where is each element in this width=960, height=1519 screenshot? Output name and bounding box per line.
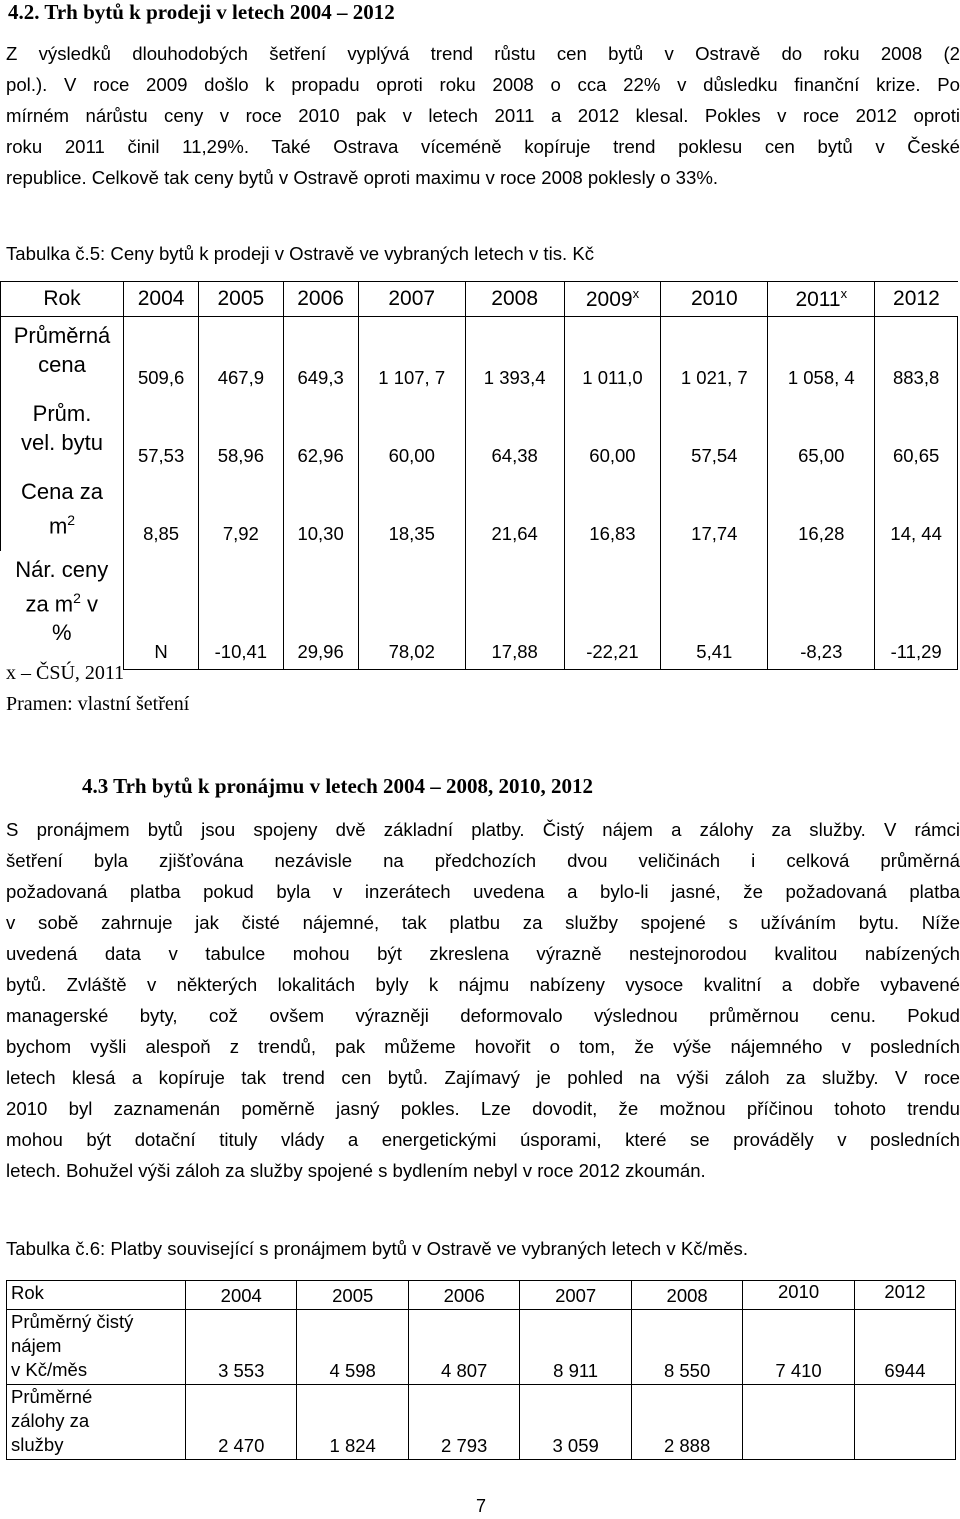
table-cell: 1 021, 7 bbox=[661, 317, 768, 396]
table5-caption: Tabulka č.5: Ceny bytů k prodeji v Ostravě ve vybraných letech v tis. Kč bbox=[6, 243, 595, 264]
paragraph-line: letech klesá a kopíruje tak trend cen bytů. Zajímavý je pohled na výši záloh za služby. V roce bbox=[6, 1067, 960, 1088]
row-label: Nár. ceny za $m^2$ v % bbox=[1, 551, 124, 670]
section-heading-4-3: 4.3 Trh bytů k pronájmu v letech 2004 – 2008, 2010, 2012 bbox=[82, 774, 594, 798]
table-row bbox=[1, 395, 958, 473]
table-cell: 57,54 bbox=[661, 395, 768, 473]
paragraph-line: mírném nárůstu ceny v roce 2010 pak v letech 2011 a 2012 klesal. Pokles v roce 2012 oproti bbox=[6, 105, 960, 126]
table-cell: -10,41 bbox=[199, 551, 283, 670]
year-header: 2008 bbox=[465, 282, 564, 317]
section-heading-4-2: 4.2. Trh bytů k prodeji v letech 2004 – 2012 bbox=[8, 0, 395, 24]
table-cell: 62,96 bbox=[283, 395, 358, 473]
table-cell: 3 059 bbox=[520, 1385, 631, 1460]
row-label: Průměrný čistý nájem v Kč/měs bbox=[7, 1310, 186, 1385]
table-cell: 8 911 bbox=[520, 1310, 631, 1385]
table-row bbox=[7, 1310, 956, 1385]
source-note: Pramen: vlastní šetření bbox=[6, 693, 190, 715]
table-row bbox=[1, 473, 958, 551]
table-row bbox=[7, 1385, 956, 1460]
year-header: 2006 bbox=[283, 282, 358, 317]
year-header: 2005 bbox=[199, 282, 283, 317]
year-header: 2010 bbox=[743, 1281, 854, 1310]
table-row bbox=[1, 551, 958, 670]
paragraph-line: požadovaná platba pokud byla v inzerátech uvedena a bylo-li jasné, že požadovaná platba bbox=[6, 881, 960, 902]
paragraph-line: 2010 byl zaznamenán poměrně jasný pokles. Lze dovodit, že možnou příčinou tohoto trendu bbox=[6, 1098, 960, 1119]
table6-caption: Tabulka č.6: Platby související s pronájmem bytů v Ostravě ve vybraných letech v Kč/měs. bbox=[6, 1238, 748, 1259]
table-cell: 65,00 bbox=[768, 395, 875, 473]
table-cell: -8,23 bbox=[768, 551, 875, 670]
table-cell: 60,00 bbox=[564, 395, 661, 473]
year-header: 2012 bbox=[875, 282, 958, 317]
paragraph-line: bychom vyšli alespoň z trendů, pak můžeme hovořit o tom, že výše nájemného v posledních bbox=[6, 1036, 960, 1057]
table-cell: 17,74 bbox=[661, 473, 768, 551]
paragraph-line: letech. Bohužel výši záloh za služby spojené s bydlením nebyl v roce 2012 zkoumán. bbox=[6, 1160, 706, 1181]
table-cell: 7,92 bbox=[199, 473, 283, 551]
table-cell: 1 824 bbox=[297, 1385, 408, 1460]
year-header: 2007 bbox=[358, 282, 465, 317]
table-cell: 2 888 bbox=[631, 1385, 742, 1460]
year-header: 2011$^x$ bbox=[768, 282, 875, 317]
table-cell: 5,41 bbox=[661, 551, 768, 670]
table-cell: 18,35 bbox=[358, 473, 465, 551]
table-cell: 21,64 bbox=[465, 473, 564, 551]
sale-prices-table bbox=[0, 281, 958, 670]
table-cell: N bbox=[124, 551, 199, 670]
paragraph-line: republice. Celkově tak ceny bytů v Ostravě oproti maximu v roce 2008 poklesly o 33%. bbox=[6, 167, 719, 188]
table-cell: 16,83 bbox=[564, 473, 661, 551]
source-marker: x bbox=[632, 286, 640, 301]
table-header-row bbox=[7, 1281, 956, 1310]
table-cell: 1 393,4 bbox=[465, 317, 564, 396]
header-label: Rok bbox=[7, 1281, 186, 1310]
table-cell: 883,8 bbox=[875, 317, 958, 396]
rental-payments-table bbox=[6, 1280, 956, 1460]
year-header: 2010 bbox=[661, 282, 768, 317]
paragraph-line: bytů. Zvláště v některých lokalitách byly k nájmu nabízeny vysoce kvalitní a dobře vybavené bbox=[6, 974, 960, 995]
table-cell bbox=[743, 1385, 854, 1460]
table-cell: 4 807 bbox=[408, 1310, 519, 1385]
year-header: 2009$^x$ bbox=[564, 282, 661, 317]
table-cell: 4 598 bbox=[297, 1310, 408, 1385]
year-header: 2005 bbox=[297, 1281, 408, 1310]
source-note: x – ČSÚ, 2011 bbox=[6, 662, 125, 684]
table-cell: 467,9 bbox=[199, 317, 283, 396]
table-cell bbox=[854, 1385, 955, 1460]
paragraph-line: managerské byty, což ovšem výrazněji deformovalo výslednou průměrnou cenu. Pokud bbox=[6, 1005, 960, 1026]
paragraph-line: šetření byla zjišťována nezávisle na předchozích dvou veličinách i celková průměrná bbox=[6, 850, 960, 871]
table-cell: 60,65 bbox=[875, 395, 958, 473]
year-header: 2006 bbox=[408, 1281, 519, 1310]
table-cell: 58,96 bbox=[199, 395, 283, 473]
table-cell: 6944 bbox=[854, 1310, 955, 1385]
row-label: Prům. vel. bytu bbox=[1, 395, 124, 473]
paragraph-line: v sobě zahrnuje jak čisté nájemné, tak platbu za služby spojené s užíváním bytu. Níže bbox=[6, 912, 960, 933]
year-header: 2004 bbox=[186, 1281, 297, 1310]
table-cell: 509,6 bbox=[124, 317, 199, 396]
table-cell: 17,88 bbox=[465, 551, 564, 670]
table-cell: -22,21 bbox=[564, 551, 661, 670]
row-label: Průměrné zálohy za služby bbox=[7, 1385, 186, 1460]
table-cell: 8,85 bbox=[124, 473, 199, 551]
table-cell: 1 107, 7 bbox=[358, 317, 465, 396]
paragraph-line: S pronájmem bytů jsou spojeny dvě základní platby. Čistý nájem a zálohy za služby. V rámci bbox=[6, 819, 960, 840]
source-marker: x bbox=[840, 286, 848, 301]
table-cell: 7 410 bbox=[743, 1310, 854, 1385]
table-cell: 16,28 bbox=[768, 473, 875, 551]
table-cell: 60,00 bbox=[358, 395, 465, 473]
table-cell: 2 470 bbox=[186, 1385, 297, 1460]
paragraph-line: uvedená data v tabulce mohou být zkreslena výrazně nestejnorodou kvalitou nabízených bbox=[6, 943, 960, 964]
table-cell: 649,3 bbox=[283, 317, 358, 396]
table-row bbox=[1, 317, 958, 396]
intro-paragraph bbox=[6, 38, 960, 193]
header-label: Rok bbox=[1, 282, 124, 317]
table-cell: 2 793 bbox=[408, 1385, 519, 1460]
paragraph-line: roku 2011 činil 11,29%. Také Ostrava víceméně kopíruje trend poklesu cen bytů v České bbox=[6, 136, 960, 157]
rental-paragraph bbox=[6, 814, 960, 1186]
table-cell: -11,29 bbox=[875, 551, 958, 670]
row-label: Cena za $m^2$ bbox=[1, 473, 124, 551]
year-header: 2008 bbox=[631, 1281, 742, 1310]
paragraph-line: pol.). V roce 2009 došlo k propadu oproti roku 2008 o cca 22% v důsledku finanční krize. Po bbox=[6, 74, 960, 95]
table-cell: 14, 44 bbox=[875, 473, 958, 551]
page-number: 7 bbox=[476, 1496, 487, 1516]
year-header: 2007 bbox=[520, 1281, 631, 1310]
table-cell: 1 011,0 bbox=[564, 317, 661, 396]
year-header: 2004 bbox=[124, 282, 199, 317]
paragraph-line: mohou být dotační tituly vlády a energetickými úsporami, které se prováděly v posledních bbox=[6, 1129, 960, 1150]
row-label: Průměrná cena bbox=[1, 317, 124, 396]
paragraph-line: Z výsledků dlouhodobých šetření vyplývá trend růstu cen bytů v Ostravě do roku 2008 (2 bbox=[6, 43, 960, 64]
year-header: 2012 bbox=[854, 1281, 955, 1310]
table-cell: 57,53 bbox=[124, 395, 199, 473]
table-cell: 1 058, 4 bbox=[768, 317, 875, 396]
table-cell: 10,30 bbox=[283, 473, 358, 551]
table-cell: 78,02 bbox=[358, 551, 465, 670]
table-cell: 3 553 bbox=[186, 1310, 297, 1385]
table-cell: 64,38 bbox=[465, 395, 564, 473]
table-cell: 8 550 bbox=[631, 1310, 742, 1385]
table-cell: 29,96 bbox=[283, 551, 358, 670]
table-header-row bbox=[1, 282, 958, 317]
